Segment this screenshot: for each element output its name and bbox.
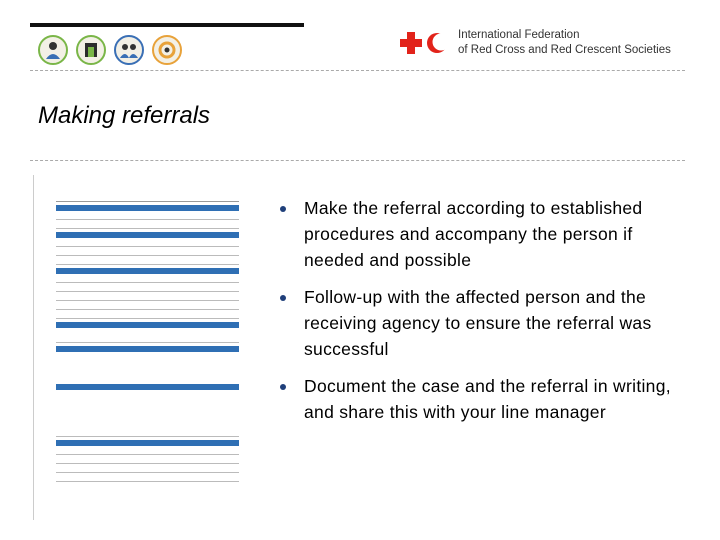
form-row bbox=[56, 211, 239, 220]
bullet-item bbox=[280, 284, 695, 362]
bullet-text: Make the referral according to established procedures and accompany the person if needed and possible bbox=[304, 198, 643, 270]
bullet-text: Follow-up with the affected person and the receiving agency to ensure the referral was successful bbox=[304, 287, 652, 359]
form-checkbox-grid bbox=[56, 352, 239, 381]
health-icon bbox=[38, 35, 68, 65]
form-row bbox=[56, 334, 239, 343]
bullet-dot bbox=[280, 384, 286, 390]
form-row bbox=[56, 455, 239, 464]
form-row bbox=[56, 238, 239, 247]
form-row bbox=[56, 301, 239, 310]
left-rule bbox=[33, 175, 34, 520]
ifrc-logo bbox=[400, 28, 671, 58]
hygiene-icon bbox=[152, 35, 182, 65]
logo-text bbox=[458, 28, 671, 58]
form-row bbox=[56, 292, 239, 301]
form-row bbox=[56, 256, 239, 265]
divider-bottom bbox=[30, 160, 685, 161]
logo-line-1: International Federation bbox=[458, 29, 580, 41]
page-title: Making referrals bbox=[38, 102, 211, 129]
logo-line-2: of Red Cross and Red Crescent Societies bbox=[458, 44, 671, 56]
shelter-icon bbox=[76, 35, 106, 65]
form-row bbox=[56, 310, 239, 319]
form-text-block bbox=[56, 390, 239, 428]
bullet-list bbox=[280, 195, 695, 436]
form-header-bar bbox=[56, 193, 239, 202]
top-rule bbox=[30, 23, 304, 27]
bullet-dot bbox=[280, 295, 286, 301]
form-row bbox=[56, 428, 239, 437]
form-row bbox=[56, 247, 239, 256]
form-row bbox=[56, 220, 239, 229]
referral-form-thumbnail bbox=[56, 193, 239, 509]
bullet-item bbox=[280, 195, 695, 273]
bullet-dot bbox=[280, 206, 286, 212]
red-cross-icon bbox=[400, 32, 422, 54]
bullet-item bbox=[280, 373, 695, 425]
form-row bbox=[56, 274, 239, 283]
divider-top bbox=[30, 70, 685, 71]
form-row bbox=[56, 446, 239, 455]
community-icon bbox=[114, 35, 144, 65]
form-row bbox=[56, 283, 239, 292]
bullet-text: Document the case and the referral in writing, and share this with your line manager bbox=[304, 376, 671, 422]
form-row bbox=[56, 473, 239, 482]
red-crescent-icon bbox=[426, 32, 448, 54]
header-icons bbox=[38, 35, 182, 65]
form-row bbox=[56, 464, 239, 473]
